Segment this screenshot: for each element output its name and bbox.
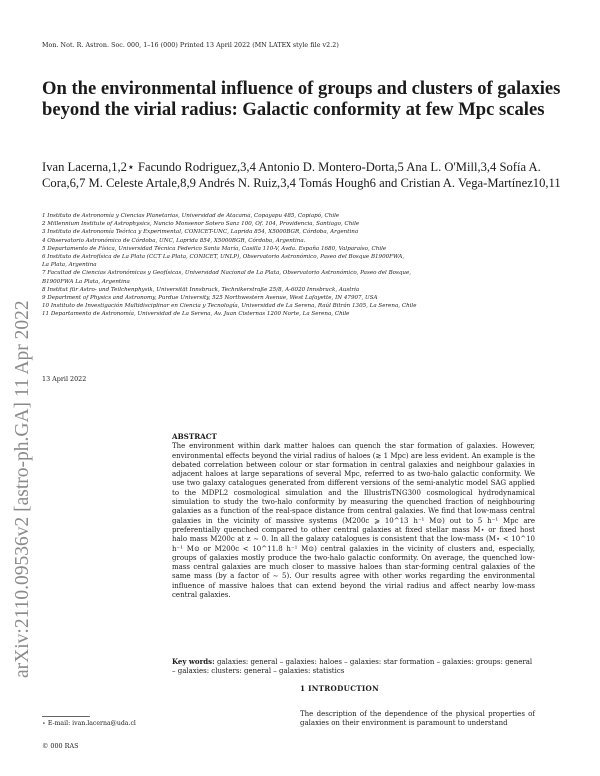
affiliation: 6 Instituto de Astrofísica de La Plata (CCT La Plata, CONICET, UNLP), Observatorio Astronómico, Paseo del Bosque B1900FWA, [42,254,405,261]
arxiv-sidebar [2,178,38,678]
affiliation: 8 Institut für Astro- und Teilchenphysik, Universität Innsbruck, Technikerstraße 25/8, A-6020 Innsbruck, Austria [42,286,360,293]
abstract-heading: ABSTRACT [172,432,217,441]
affiliation: B1900FWA La Plata, Argentina [42,278,130,285]
keywords-label: Key words: [172,657,215,666]
author-list: Ivan Lacerna,1,2⋆ Facundo Rodriguez,3,4 Antonio D. Montero-Dorta,5 Ana L. O'Mill,3,4 Sofía A. Cora,6,7 M. Celeste Artale,8,9 Andrés N. Ruiz,3,4 Tomás Hough6 and Cristian A. Vega-Martínez10,11 [42,160,561,190]
abstract-block [172,432,535,600]
affiliation: La Plata, Argentina [42,262,97,269]
affiliation-list [42,212,562,319]
affiliation: 10 Instituto de Investigación Multidisciplinar en Ciencia y Tecnología, Universidad de La Serena, Raúl Bitrán 1305, La Serena, Chile [42,303,417,310]
received-date: 13 April 2022 [42,375,87,383]
arxiv-identifier: arXiv:2110.09536v2 [astro-ph.GA] 11 Apr 2022 [12,300,33,678]
affiliation: 9 Department of Physics and Astronomy, Purdue University, 525 Northwestern Avenue, West Lafayette, IN 47907, USA [42,295,378,302]
paper-title: On the environmental influence of groups and clusters of galaxies beyond the virial radius: Galactic conformity at few Mpc scales [42,78,561,120]
keywords-block [172,657,535,677]
copyright-notice: © 000 RAS [42,742,79,750]
affiliation: 2 Millennium Institute of Astrophysics, Nuncio Monsenor Sotero Sanz 100, Of. 104, Providencia, Santiago, Chile [42,221,360,228]
section-heading: 1 INTRODUCTION [300,684,379,693]
footnote-divider [42,716,90,717]
affiliation: 1 Instituto de Astronomía y Ciencias Planetarias, Universidad de Atacama, Copayapu 485, Copiapó, Chile [42,213,340,219]
affiliation: 7 Facultad de Ciencias Astronómicas y Geofísicas, Universidad Nacional de La Plata, Observatorio Astronómico, Paseo del Bosque, [42,270,412,277]
affiliation: 4 Observatorio Astronómico de Córdoba, UNC, Laprida 854, X5000BGR, Córdoba, Argentina. [42,237,306,244]
intro-paragraph: The description of the dependence of the physical properties of galaxies on their environment is paramount to understand [300,710,535,728]
running-header: Mon. Not. R. Astron. Soc. 000, 1–16 (000) Printed 13 April 2022 (MN LATEX style file v2.2) [42,42,339,49]
email-footnote: ⋆ E-mail: ivan.lacerna@uda.cl [42,720,136,727]
abstract-text: The environment within dark matter haloes can quench the star formation of galaxies. However, environmental effects beyond the virial radius of haloes (≳ 1 Mpc) are less evident. An example is the debated correlation between colour or star formation in central galaxies and neighbour galaxies in adjacent haloes at large separations of several Mpc, referred to as two-halo galactic conformity. We use two galaxy catalogues generated from different versions of the semi-analytic model SAG applied to the MDPL2 cosmological simulation and the IllustrisTNG300 cosmological hydrodynamical simulation to study the two-halo conformity by measuring the quenched fraction of neighbouring galaxies as a function of the real-space distance from central galaxies. We find that low-mass central galaxies in the vicinity of massive systems (M200c ⩾ 10^13 h⁻¹ M⊙) out to 5 h⁻¹ Mpc are preferentially quenched compared to other central galaxies at fixed stellar mass M⋆ or fixed host halo mass M200c at z ∼ 0. In all the galaxy catalogues is consistent that the low-mass (M⋆ < 10^10 h⁻¹ M⊙ or M200c < 10^11.8 h⁻¹ M⊙) central galaxies in the vicinity of clusters and, especially, groups of galaxies mostly produce the two-halo galactic conformity. On average, the quenched low-mass central galaxies are much closer to massive haloes than star-forming central galaxies of the same mass (by a factor of ∼ 5). Our results agree with other works regarding the environmental influence of massive haloes that can extend beyond the virial radius and affect nearby low-mass central galaxies. [172,442,535,600]
keywords-text: galaxies: general – galaxies: haloes – galaxies: star formation – galaxies: groups: general – galaxies: clusters: general – galaxies: statistics [172,658,533,676]
affiliation: 5 Departamento de Física, Universidad Técnica Federico Santa María, Casilla 110-V, Avda. España 1680, Valparaíso, Chile [42,245,387,252]
affiliation: 11 Departamento de Astronomía, Universidad de La Serena, Av. Juan Cisternas 1200 Norte, La Serena, Chile [42,311,350,318]
affiliation: 3 Instituto de Astronomía Teórica y Experimental, CONICET-UNC, Laprida 854, X5000BGR, Córdoba, Argentina [42,229,359,236]
